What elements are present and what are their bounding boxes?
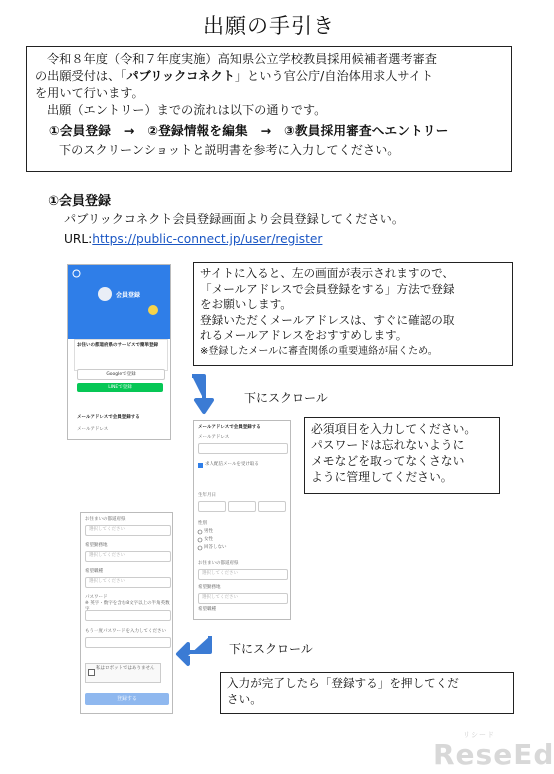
captcha-label: 私はロボットではありません (96, 666, 155, 671)
pref-label: お住まいの都道府県 (198, 561, 239, 566)
email-label: メールアドレス (77, 427, 109, 432)
note-line: パスワードは忘れないように (311, 438, 465, 452)
note-box-submit (220, 672, 514, 714)
captcha-checkbox-icon[interactable] (88, 669, 95, 676)
google-register-button[interactable]: Googleで登録 (77, 369, 165, 380)
badge-icon (148, 305, 158, 315)
intro-line: 下のスクリーンショットと説明書を参考に入力してください。 (59, 143, 400, 157)
job-select[interactable]: 選択してください (198, 593, 288, 604)
note-line: 必須項目を入力してください。 (311, 422, 477, 436)
url-line: URL:https://public-connect.jp/user/register (64, 232, 323, 246)
intro-box (26, 46, 512, 172)
note-line: 入力が完了したら「登録する」を押してくだ (227, 676, 459, 690)
note-line: さい。 (227, 691, 262, 706)
page-title: 出願の手引き (203, 14, 335, 38)
intro-line: 令和８年度（令和７年度実施）高知県公立学校教員採用候補者選考審査 (47, 52, 437, 66)
watermark-logo: リシード ReseEd (433, 731, 554, 771)
email-label: メールアドレス (198, 435, 230, 440)
gender-option[interactable]: 女性 (204, 537, 213, 542)
email-section-label: メールアドレスで会員登録する (77, 415, 140, 420)
brand-header (68, 265, 170, 339)
section-desc: パブリックコネクト会員登録画面より会員登録してください。 (64, 212, 405, 226)
scroll-label: 下にスクロール (244, 391, 328, 405)
shot-a-title: 会員登録 (116, 292, 141, 299)
note-line: をお願いします。 (200, 297, 292, 311)
radio-icon (197, 529, 203, 553)
note-line: 登録いただくメールアドレスは、すぐに確認の取 (200, 312, 455, 327)
pref-label: お住まいの都道府県 (85, 517, 126, 522)
job-label: 希望勤務地 (198, 585, 221, 590)
note-small: ※登録したメールに審査関係の重要連絡が届くため。 (200, 345, 438, 357)
intro-line: を用いて行います。 (35, 86, 144, 100)
note-line: れるメールアドレスをおすすめします。 (200, 328, 408, 342)
email-section-label: メールアドレスで会員登録する (198, 425, 261, 430)
line-register-button[interactable]: LINEで登録 (77, 383, 163, 392)
avatar (98, 287, 112, 301)
gender-option[interactable]: 回答しない (204, 545, 227, 550)
password-field[interactable] (85, 610, 171, 621)
password2-field[interactable] (85, 637, 171, 648)
register-link[interactable]: https://public-connect.jp/user/register (92, 232, 323, 246)
note-line: 「メールアドレスで会員登録をする」方法で登録 (200, 281, 455, 296)
job2-select[interactable]: 選択してください (85, 577, 171, 588)
easy-register-label: お住いの都道府県のサービスで簡単登録 (77, 343, 158, 348)
news-label: 求人配信メールを受け取る (205, 462, 259, 467)
scroll-down-arrow-icon (190, 372, 220, 416)
birth-month-field[interactable] (228, 501, 256, 512)
pref-select[interactable]: 選択してください (85, 525, 171, 536)
checkbox-icon[interactable] (198, 463, 203, 468)
gender-label: 性別 (198, 521, 207, 526)
pref-select[interactable]: 選択してください (198, 569, 288, 580)
birth-label: 生年月日 (198, 493, 216, 498)
job2-label: 希望職種 (85, 569, 103, 574)
job-label: 希望勤務地 (85, 543, 108, 548)
note-line: ように管理してください。 (311, 470, 453, 484)
scroll-label: 下にスクロール (229, 642, 313, 656)
note-line: メモなどを取ってなくさない (311, 454, 465, 468)
screenshot-register-submit (80, 512, 173, 714)
password-label: パスワード (85, 595, 108, 600)
birth-day-field[interactable] (258, 501, 286, 512)
job2-label: 希望職種 (198, 607, 216, 612)
screenshot-register-top (67, 264, 171, 440)
intro-line: の出願受付は、「パブリックコネクト」という官公庁/自治体用求人サイト (35, 69, 434, 83)
submit-button[interactable]: 登録する (85, 693, 169, 705)
intro-line: 出願（エントリー）までの流れは以下の通りです。 (47, 103, 327, 117)
birth-year-field[interactable] (198, 501, 226, 512)
note-box-required (304, 417, 500, 494)
email-field[interactable] (198, 443, 288, 454)
flow-steps: ①会員登録 → ②登録情報を編集 → ③教員採用審査へエントリー (49, 123, 449, 138)
note-box-register (193, 262, 513, 366)
gender-option[interactable]: 男性 (204, 529, 213, 534)
job-select[interactable]: 選択してください (85, 551, 171, 562)
menu-icon (72, 269, 81, 278)
screenshot-register-form (193, 420, 291, 620)
section-heading: ①会員登録 (48, 194, 112, 209)
password2-label: もう一度パスワードを入力してください (85, 629, 166, 634)
note-line: サイトに入ると、左の画面が表示されますので、 (200, 266, 455, 280)
password-hint: ※ 英字・数字を含む8文字以上の半角英数 (85, 601, 170, 606)
scroll-down-arrow-icon (176, 634, 214, 666)
